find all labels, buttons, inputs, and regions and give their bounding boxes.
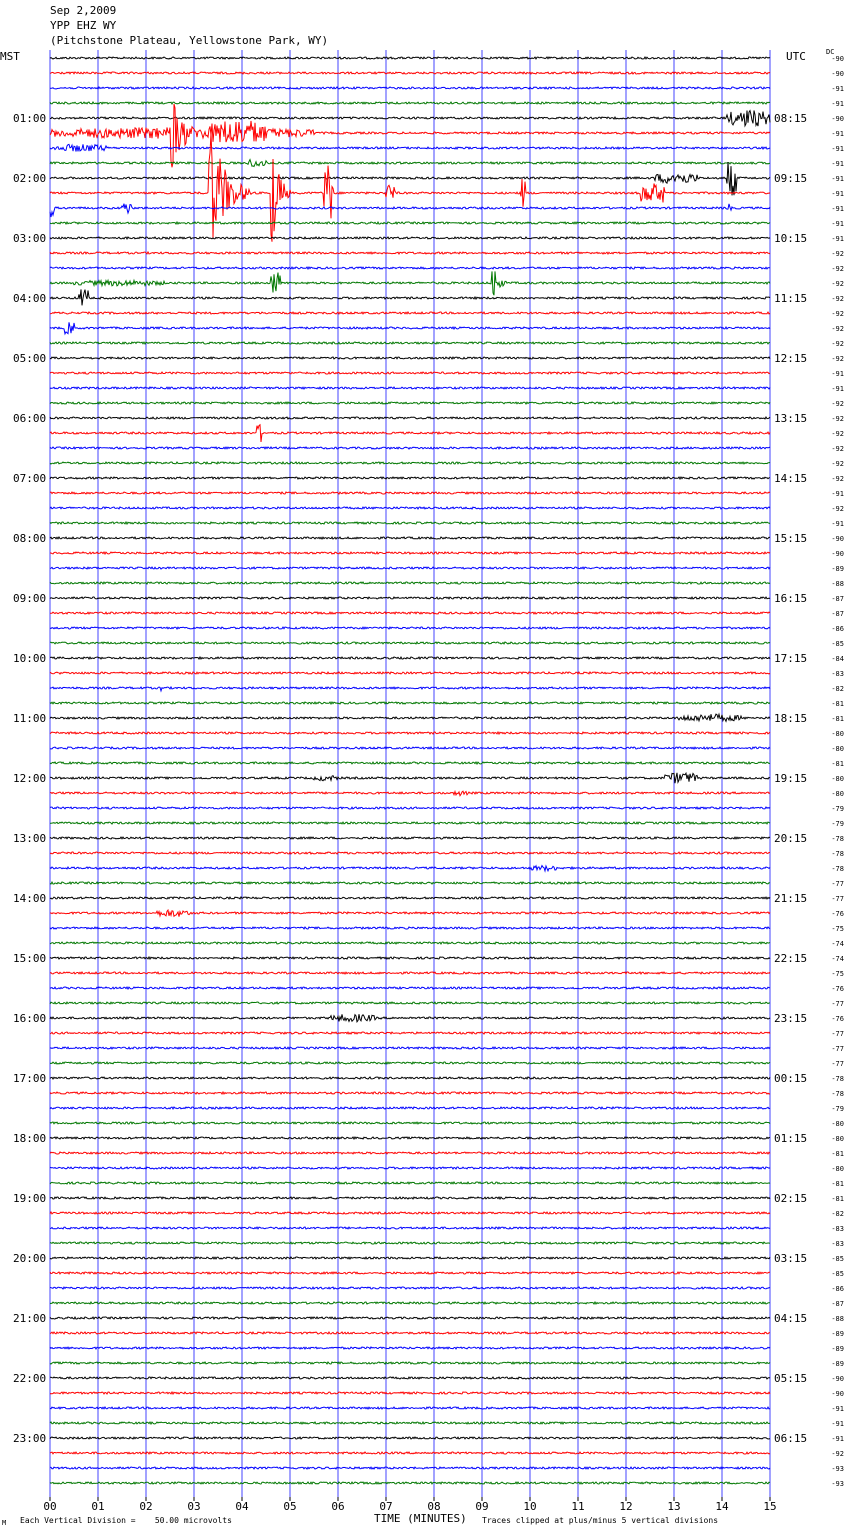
mst-hour-label: 09:00	[13, 592, 47, 605]
dc-offset-label: -83	[831, 1240, 844, 1248]
trace-line	[50, 104, 770, 167]
dc-offset-label: -89	[831, 565, 844, 573]
utc-hour-label: 19:15	[774, 772, 808, 785]
trace-line	[50, 747, 770, 749]
trace-line	[50, 322, 770, 334]
dc-offset-label: -77	[831, 1045, 844, 1053]
dc-offset-label: -92	[831, 295, 844, 303]
dc-offset-label: -90	[831, 70, 844, 78]
trace-line	[50, 1347, 770, 1349]
dc-offset-label: -92	[831, 265, 844, 273]
dc-offset-label: -92	[831, 475, 844, 483]
trace-line	[50, 972, 770, 974]
trace-line	[50, 87, 770, 89]
trace-line	[50, 1377, 770, 1379]
dc-offset-label: -91	[831, 520, 844, 528]
trace-line	[50, 447, 770, 449]
dc-offset-label: -79	[831, 1105, 844, 1113]
trace-line	[50, 597, 770, 599]
trace-line	[50, 1167, 770, 1169]
trace-line	[50, 837, 770, 839]
mst-hour-label: 02:00	[13, 172, 47, 185]
trace-line	[50, 1032, 770, 1034]
dc-offset-label: -85	[831, 640, 844, 648]
dc-offset-label: -75	[831, 925, 844, 933]
dc-offset-label: -79	[831, 820, 844, 828]
dc-offset-label: -91	[831, 205, 844, 213]
trace-line	[50, 312, 770, 314]
chart-station: YPP EHZ WY	[50, 19, 117, 32]
dc-offset-label: -81	[831, 1150, 844, 1158]
dc-offset-label: -92	[831, 445, 844, 453]
dc-offset-label: -77	[831, 895, 844, 903]
dc-offset-label: -81	[831, 1195, 844, 1203]
trace-line	[50, 252, 770, 254]
dc-offset-label: -77	[831, 1000, 844, 1008]
utc-hour-label: 06:15	[774, 1432, 808, 1445]
mst-axis-label: MST	[0, 50, 20, 63]
utc-hour-label: 16:15	[774, 592, 808, 605]
mst-hour-label: 06:00	[13, 412, 47, 425]
trace-line	[50, 289, 770, 305]
trace-line	[50, 552, 770, 554]
dc-offset-label: -74	[831, 940, 844, 948]
trace-line	[50, 1332, 770, 1334]
x-tick-label: 08	[427, 1500, 441, 1513]
utc-hour-label: 11:15	[774, 292, 808, 305]
utc-hour-label: 23:15	[774, 1012, 808, 1025]
dc-offset-label: -91	[831, 145, 844, 153]
trace-line	[50, 1287, 770, 1289]
utc-hour-label: 04:15	[774, 1312, 808, 1325]
trace-line	[50, 1272, 770, 1274]
trace-line	[50, 910, 770, 917]
dc-offset-label: -80	[831, 1135, 844, 1143]
mst-hour-label: 17:00	[13, 1072, 47, 1085]
trace-line	[50, 582, 770, 584]
dc-offset-label: -92	[831, 415, 844, 423]
trace-line	[50, 162, 770, 195]
trace-line	[50, 144, 770, 151]
dc-offset-label: -85	[831, 1270, 844, 1278]
trace-line	[50, 111, 770, 127]
trace-line	[50, 1062, 770, 1064]
mst-hour-label: 10:00	[13, 652, 47, 665]
mst-hour-label: 08:00	[13, 532, 47, 545]
trace-line	[50, 271, 770, 295]
dc-offset-label: -74	[831, 955, 844, 963]
dc-offset-label: -77	[831, 1030, 844, 1038]
dc-offset-label: -78	[831, 1075, 844, 1083]
dc-offset-label: -80	[831, 1165, 844, 1173]
trace-line	[50, 204, 770, 217]
dc-offset-label: -77	[831, 880, 844, 888]
mst-hour-label: 23:00	[13, 1432, 47, 1445]
dc-offset-label: -91	[831, 190, 844, 198]
dc-offset-label: -78	[831, 1090, 844, 1098]
dc-offset-label: -92	[831, 310, 844, 318]
dc-offset-label: -92	[831, 505, 844, 513]
dc-offset-label: -88	[831, 580, 844, 588]
dc-offset-label: -82	[831, 1210, 844, 1218]
dc-offset-label: -91	[831, 1435, 844, 1443]
dc-offset-label: -91	[831, 130, 844, 138]
dc-offset-label: -80	[831, 775, 844, 783]
trace-line	[50, 714, 770, 721]
dc-offset-label: -81	[831, 1180, 844, 1188]
dc-offset-label: -87	[831, 1300, 844, 1308]
dc-offset-label: -75	[831, 970, 844, 978]
trace-line	[50, 462, 770, 464]
dc-offset-label: -80	[831, 1120, 844, 1128]
dc-offset-label: -82	[831, 685, 844, 693]
x-tick-label: 09	[475, 1500, 489, 1513]
trace-line	[50, 425, 770, 442]
dc-offset-label: -81	[831, 700, 844, 708]
trace-line	[50, 387, 770, 389]
x-tick-label: 15	[763, 1500, 777, 1513]
x-tick-label: 12	[619, 1500, 633, 1513]
trace-line	[50, 522, 770, 524]
utc-hour-label: 22:15	[774, 952, 808, 965]
trace-line	[50, 927, 770, 929]
mst-hour-label: 19:00	[13, 1192, 47, 1205]
utc-hour-label: 13:15	[774, 412, 808, 425]
trace-line	[50, 1317, 770, 1319]
dc-offset-label: -92	[831, 430, 844, 438]
trace-line	[50, 1077, 770, 1079]
dc-offset-label: -89	[831, 1360, 844, 1368]
trace-line	[50, 72, 770, 74]
utc-hour-label: 12:15	[774, 352, 808, 365]
trace-line	[50, 1257, 770, 1259]
dc-offset-label: -76	[831, 985, 844, 993]
utc-hour-label: 03:15	[774, 1252, 808, 1265]
dc-offset-label: -78	[831, 850, 844, 858]
trace-line	[50, 822, 770, 824]
dc-offset-label: -92	[831, 280, 844, 288]
utc-hour-label: 01:15	[774, 1132, 808, 1145]
trace-line	[50, 402, 770, 404]
corner-mark: M	[2, 1519, 7, 1527]
dc-offset-label: -90	[831, 55, 844, 63]
utc-hour-label: 10:15	[774, 232, 808, 245]
x-tick-label: 05	[283, 1500, 297, 1513]
dc-offset-label: -80	[831, 790, 844, 798]
trace-line	[50, 567, 770, 569]
mst-hour-label: 07:00	[13, 472, 47, 485]
utc-hour-label: 02:15	[774, 1192, 808, 1205]
mst-hour-label: 21:00	[13, 1312, 47, 1325]
dc-offset-label: -78	[831, 865, 844, 873]
dc-offset-label: -91	[831, 235, 844, 243]
dc-offset-label: -80	[831, 745, 844, 753]
mst-hour-label: 05:00	[13, 352, 47, 365]
x-tick-label: 02	[139, 1500, 153, 1513]
mst-hour-label: 15:00	[13, 952, 47, 965]
x-axis-title: TIME (MINUTES)	[374, 1512, 467, 1525]
utc-hour-label: 05:15	[774, 1372, 808, 1385]
trace-line	[50, 1212, 770, 1214]
x-tick-label: 06	[331, 1500, 345, 1513]
mst-hour-label: 14:00	[13, 892, 47, 905]
dc-offset-label: -89	[831, 1330, 844, 1338]
utc-hour-label: 00:15	[774, 1072, 808, 1085]
trace-line	[50, 357, 770, 359]
dc-offset-label: -76	[831, 910, 844, 918]
mst-hour-label: 22:00	[13, 1372, 47, 1385]
trace-line	[50, 1437, 770, 1439]
trace-line	[50, 1482, 770, 1484]
dc-offset-label: -91	[831, 220, 844, 228]
dc-offset-label: -76	[831, 1015, 844, 1023]
trace-line	[50, 1092, 770, 1094]
trace-line	[50, 942, 770, 944]
dc-offset-label: -81	[831, 760, 844, 768]
clip-note: Traces clipped at plus/minus 5 vertical divisions	[482, 1516, 719, 1525]
dc-offset-label: -87	[831, 610, 844, 618]
trace-line	[50, 1227, 770, 1229]
trace-line	[50, 732, 770, 734]
trace-line	[50, 807, 770, 809]
dc-offset-label: -91	[831, 175, 844, 183]
dc-offset-label: -92	[831, 1450, 844, 1458]
trace-line	[50, 102, 770, 104]
mst-hour-label: 11:00	[13, 712, 47, 725]
dc-axis-label: DC	[826, 48, 835, 56]
utc-hour-label: 15:15	[774, 532, 808, 545]
trace-line	[50, 866, 770, 871]
dc-offset-label: -91	[831, 85, 844, 93]
dc-offset-label: -92	[831, 400, 844, 408]
utc-hour-label: 21:15	[774, 892, 808, 905]
dc-offset-label: -91	[831, 160, 844, 168]
trace-line	[50, 657, 770, 659]
trace-line	[50, 1002, 770, 1004]
dc-offset-label: -90	[831, 550, 844, 558]
dc-offset-label: -90	[831, 1390, 844, 1398]
x-tick-label: 10	[523, 1500, 537, 1513]
trace-line	[50, 882, 770, 884]
x-tick-label: 07	[379, 1500, 393, 1513]
x-tick-label: 01	[91, 1500, 105, 1513]
dc-offset-label: -86	[831, 1285, 844, 1293]
dc-offset-label: -91	[831, 370, 844, 378]
trace-line	[50, 1107, 770, 1109]
x-tick-label: 04	[235, 1500, 249, 1513]
dc-offset-label: -93	[831, 1465, 844, 1473]
utc-hour-label: 17:15	[774, 652, 808, 665]
chart-date: Sep 2,2009	[50, 4, 117, 17]
trace-line	[50, 222, 770, 224]
dc-offset-label: -88	[831, 1315, 844, 1323]
trace-line	[50, 791, 770, 796]
trace-line	[50, 1242, 770, 1244]
mst-hour-label: 18:00	[13, 1132, 47, 1145]
trace-line	[50, 627, 770, 629]
trace-line	[50, 687, 770, 691]
trace-line	[50, 1302, 770, 1304]
utc-hour-label: 08:15	[774, 112, 808, 125]
trace-line	[50, 762, 770, 764]
trace-line	[50, 1452, 770, 1454]
dc-offset-label: -83	[831, 1225, 844, 1233]
dc-offset-label: -79	[831, 805, 844, 813]
dc-offset-label: -93	[831, 1480, 844, 1488]
trace-line	[50, 57, 770, 59]
mst-hour-label: 03:00	[13, 232, 47, 245]
dc-offset-label: -90	[831, 1375, 844, 1383]
dc-offset-label: -91	[831, 100, 844, 108]
utc-axis-label: UTC	[786, 50, 806, 63]
mst-hour-label: 04:00	[13, 292, 47, 305]
trace-line	[50, 492, 770, 494]
trace-line	[50, 417, 770, 419]
utc-hour-label: 14:15	[774, 472, 808, 485]
dc-offset-label: -90	[831, 535, 844, 543]
trace-line	[50, 1407, 770, 1409]
dc-offset-label: -91	[831, 1405, 844, 1413]
x-tick-label: 13	[667, 1500, 681, 1513]
trace-line	[50, 477, 770, 479]
trace-line	[50, 372, 770, 374]
trace-line	[50, 642, 770, 644]
mst-hour-label: 01:00	[13, 112, 47, 125]
dc-offset-label: -81	[831, 715, 844, 723]
trace-line	[50, 1137, 770, 1139]
mst-hour-label: 20:00	[13, 1252, 47, 1265]
trace-line	[50, 342, 770, 344]
mst-hour-label: 16:00	[13, 1012, 47, 1025]
x-tick-label: 03	[187, 1500, 201, 1513]
dc-offset-label: -92	[831, 340, 844, 348]
x-tick-label: 11	[571, 1500, 585, 1513]
trace-line	[50, 672, 770, 674]
dc-offset-label: -90	[831, 115, 844, 123]
utc-hour-label: 20:15	[774, 832, 808, 845]
utc-hour-label: 09:15	[774, 172, 808, 185]
trace-line	[50, 852, 770, 854]
trace-line	[50, 1362, 770, 1364]
dc-offset-label: -92	[831, 250, 844, 258]
chart-location: (Pitchstone Plateau, Yellowstone Park, WY)	[50, 34, 329, 47]
dc-offset-label: -78	[831, 835, 844, 843]
trace-line	[50, 1422, 770, 1424]
dc-offset-label: -91	[831, 490, 844, 498]
trace-line	[50, 773, 770, 783]
trace-line	[50, 160, 770, 167]
trace-line	[50, 612, 770, 614]
trace-line	[50, 1467, 770, 1469]
dc-offset-label: -83	[831, 670, 844, 678]
trace-line	[50, 537, 770, 539]
trace-line	[50, 702, 770, 704]
mst-hour-label: 13:00	[13, 832, 47, 845]
trace-line	[50, 1122, 770, 1124]
dc-offset-label: -86	[831, 625, 844, 633]
utc-hour-label: 18:15	[774, 712, 808, 725]
trace-line	[50, 507, 770, 509]
dc-offset-label: -85	[831, 1255, 844, 1263]
trace-line	[50, 1197, 770, 1199]
dc-offset-label: -91	[831, 385, 844, 393]
trace-line	[50, 897, 770, 899]
dc-offset-label: -84	[831, 655, 844, 663]
trace-line	[50, 1182, 770, 1184]
trace-line	[50, 237, 770, 239]
trace-line	[50, 987, 770, 989]
dc-offset-label: -77	[831, 1060, 844, 1068]
trace-line	[50, 1047, 770, 1049]
dc-offset-label: -91	[831, 1420, 844, 1428]
dc-offset-label: -92	[831, 325, 844, 333]
trace-line	[50, 1152, 770, 1154]
dc-offset-label: -87	[831, 595, 844, 603]
mst-hour-label: 12:00	[13, 772, 47, 785]
scale-note: Each Vertical Division = 50.00 microvolts	[20, 1516, 232, 1525]
x-tick-label: 00	[43, 1500, 57, 1513]
dc-offset-label: -92	[831, 355, 844, 363]
trace-line	[50, 1014, 770, 1022]
trace-line	[50, 1392, 770, 1394]
dc-offset-label: -80	[831, 730, 844, 738]
trace-line	[50, 957, 770, 959]
dc-offset-label: -89	[831, 1345, 844, 1353]
trace-line	[50, 267, 770, 269]
dc-offset-label: -92	[831, 460, 844, 468]
x-tick-label: 14	[715, 1500, 729, 1513]
